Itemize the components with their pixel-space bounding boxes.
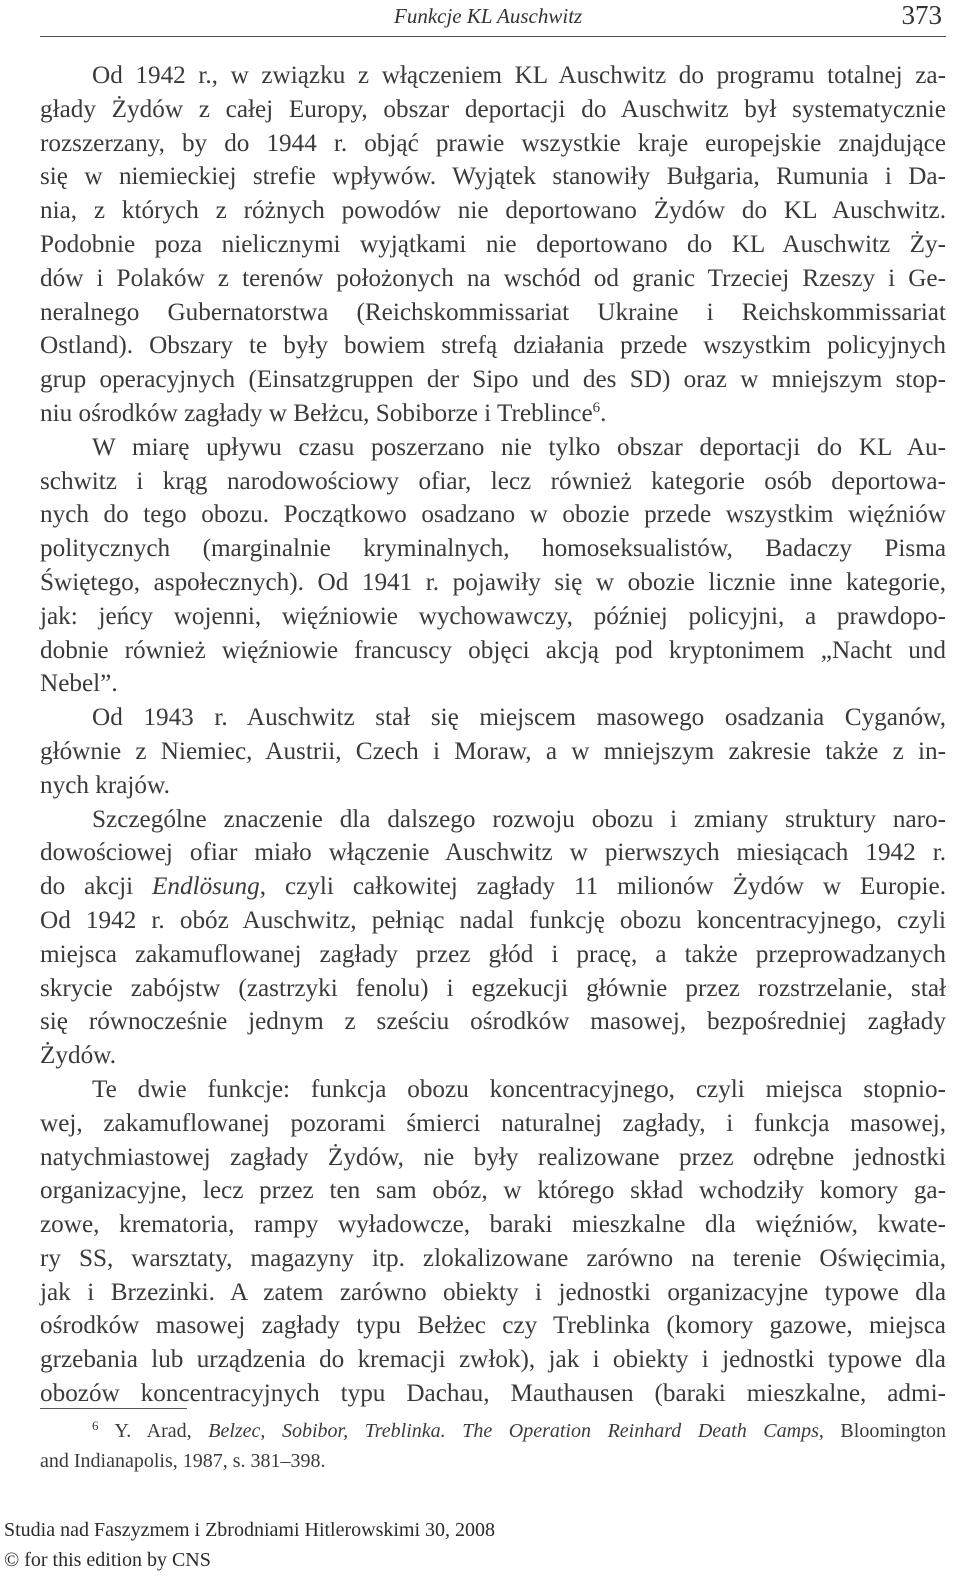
text-line: Podobnie poza nielicznymi wyjątkami nie deportowano do KL Auschwitz Ży- xyxy=(40,230,946,258)
text-line: Świętego, aspołecznych). Od 1941 r. pojawiły się w obozie licznie inne kategorie, xyxy=(40,568,946,596)
text-line: ry SS, warsztaty, magazyny itp. zlokalizowane zarówno na terenie Oświęcimia, xyxy=(40,1244,946,1272)
footnote-marker: 6 xyxy=(92,1418,99,1433)
text-line: Te dwie funkcje: funkcja obozu koncentracyjnego, czyli miejsca stopnio- xyxy=(92,1075,946,1103)
page-footer xyxy=(4,1515,495,1575)
body-text xyxy=(40,59,946,1411)
text-line: Nebel”. xyxy=(40,670,118,698)
text-line: politycznych (marginalnie kryminalnych, homoseksualistów, Badaczy Pisma xyxy=(40,535,946,563)
footnote-line: $^6$ Y. Arad, Belzec, Sobibor, Treblinka. The Operation Reinhard Death Camps, Bloomington xyxy=(92,1418,947,1442)
page-header xyxy=(40,2,946,32)
text-line: się w niemieckiej strefie wpływów. Wyjątek stanowiły Bułgaria, Rumunia i Da- xyxy=(40,163,946,191)
text-line: neralnego Gubernatorstwa (Reichskommissariat Ukraine i Reichskommissariat xyxy=(40,298,946,326)
text-line: dobnie również więźniowie francuscy objęci akcją pod kryptonimem „Nacht und xyxy=(40,636,946,664)
text-line: jak: jeńcy wojenni, więźniowie wychowawczy, później policyjni, a prawdopo- xyxy=(40,602,946,630)
text-line: grup operacyjnych (Einsatzgruppen der Sipo und des SD) oraz w mniejszym stop- xyxy=(40,366,946,394)
text-line: niu ośrodków zagłady w Bełżcu, Sobiborze i Treblince$^6$. xyxy=(40,399,607,427)
text-line: nych do tego obozu. Początkowo osadzano w obozie przede wszystkim więźniów xyxy=(40,501,946,529)
text-line: Od 1942 r., w związku z włączeniem KL Auschwitz do programu totalnej za- xyxy=(92,62,946,89)
text-line: Ostland). Obszary te były bowiem strefą działania przede wszystkim policyjnych xyxy=(40,332,946,360)
text-line: ośrodków masowej zagłady typu Bełżec czy Treblinka (komory gazowe, miejsca xyxy=(40,1312,946,1340)
text-line: dowościowej ofiar miało włączenie Auschwitz w pierwszych miesiącach 1942 r. xyxy=(40,839,946,867)
text-line: organizacyjne, lecz przez ten sam obóz, w którego skład wchodziły komory ga- xyxy=(40,1177,946,1205)
journal-citation: Studia nad Faszyzmem i Zbrodniami Hitlerowskimi 30, 2008 xyxy=(4,1519,496,1541)
header-rule xyxy=(40,36,946,37)
text-line: się równocześnie jednym z sześciu ośrodków masowej, bezpośredniej zagłady xyxy=(40,1008,946,1036)
page-number: 373 xyxy=(901,0,942,30)
text-line: Żydów. xyxy=(40,1042,117,1070)
text-line: skrycie zabójstw (zastrzyki fenolu) i egzekucji głównie przez rozstrzelanie, stał xyxy=(40,974,946,1002)
text-line: grzebania lub urządzenia do kremacji zwłok), jak i obiekty i jednostki typowe dla xyxy=(40,1346,946,1374)
text-line: natychmiastowej zagłady Żydów, nie były realizowane przez odrębne jednostki xyxy=(40,1143,946,1171)
text-line: do akcji Endlösung, czyli całkowitej zagłady 11 milionów Żydów w Europie. xyxy=(40,873,947,901)
text-line: rozszerzany, by do 1944 r. objąć prawie wszystkie kraje europejskie znajdujące xyxy=(40,129,946,157)
text-line: W miarę upływu czasu poszerzano nie tylko obszar deportacji do KL Au- xyxy=(92,433,946,461)
text-line: dów i Polaków z terenów położonych na wschód od granic Trzeciej Rzeszy i Ge- xyxy=(40,264,946,292)
text-line: schwitz i krąg narodowościowy ofiar, lecz również kategorie osób deportowa- xyxy=(40,467,946,495)
text-line: Od 1942 r. obóz Auschwitz, pełniąc nadal funkcję obozu koncentracyjnego, czyli xyxy=(40,906,946,934)
text-line: miejsca zakamuflowanej zagłady przez głód i pracę, a także przeprowadzanych xyxy=(40,940,946,968)
footnote xyxy=(40,1416,946,1476)
text-line: Od 1943 r. Auschwitz stał się miejscem masowego osadzania Cyganów, xyxy=(92,704,946,732)
text-line: głównie z Niemiec, Austrii, Czech i Moraw, a w mniejszym zakresie także z in- xyxy=(40,737,946,765)
text-line: wej, zakamuflowanej pozorami śmierci naturalnej zagłady, i funkcja masowej, xyxy=(40,1109,946,1137)
text-line: obozów koncentracyjnych typu Dachau, Mauthausen (baraki mieszkalne, admi- xyxy=(40,1380,946,1408)
text-line: nia, z których z różnych powodów nie deportowano Żydów do KL Auschwitz. xyxy=(40,197,946,225)
text-line: Szczególne znaczenie dla dalszego rozwoju obozu i zmiany struktury naro- xyxy=(92,805,946,833)
footnote-title: Belzec, Sobibor, Treblinka. The Operation Reinhard Death Camps xyxy=(208,1420,819,1442)
text-line: jak i Brzezinki. A zatem zarówno obiekty i jednostki organizacyjne typowe dla xyxy=(40,1278,946,1306)
footnote-rule xyxy=(40,1408,187,1409)
text-line: głady Żydów z całej Europy, obszar deportacji do Auschwitz był systematycznie xyxy=(40,95,946,123)
footnote-reference: 6 xyxy=(592,399,601,416)
text-line: zowe, krematoria, rampy wyładowcze, baraki mieszkalne dla więźniów, kwate- xyxy=(40,1211,946,1239)
footnote-line: and Indianapolis, 1987, s. 381–398. xyxy=(40,1450,326,1472)
running-title: Funkcje KL Auschwitz xyxy=(394,4,583,28)
copyright-notice: © for this edition by CNS xyxy=(4,1549,211,1571)
text-line: nych krajów. xyxy=(40,771,170,799)
